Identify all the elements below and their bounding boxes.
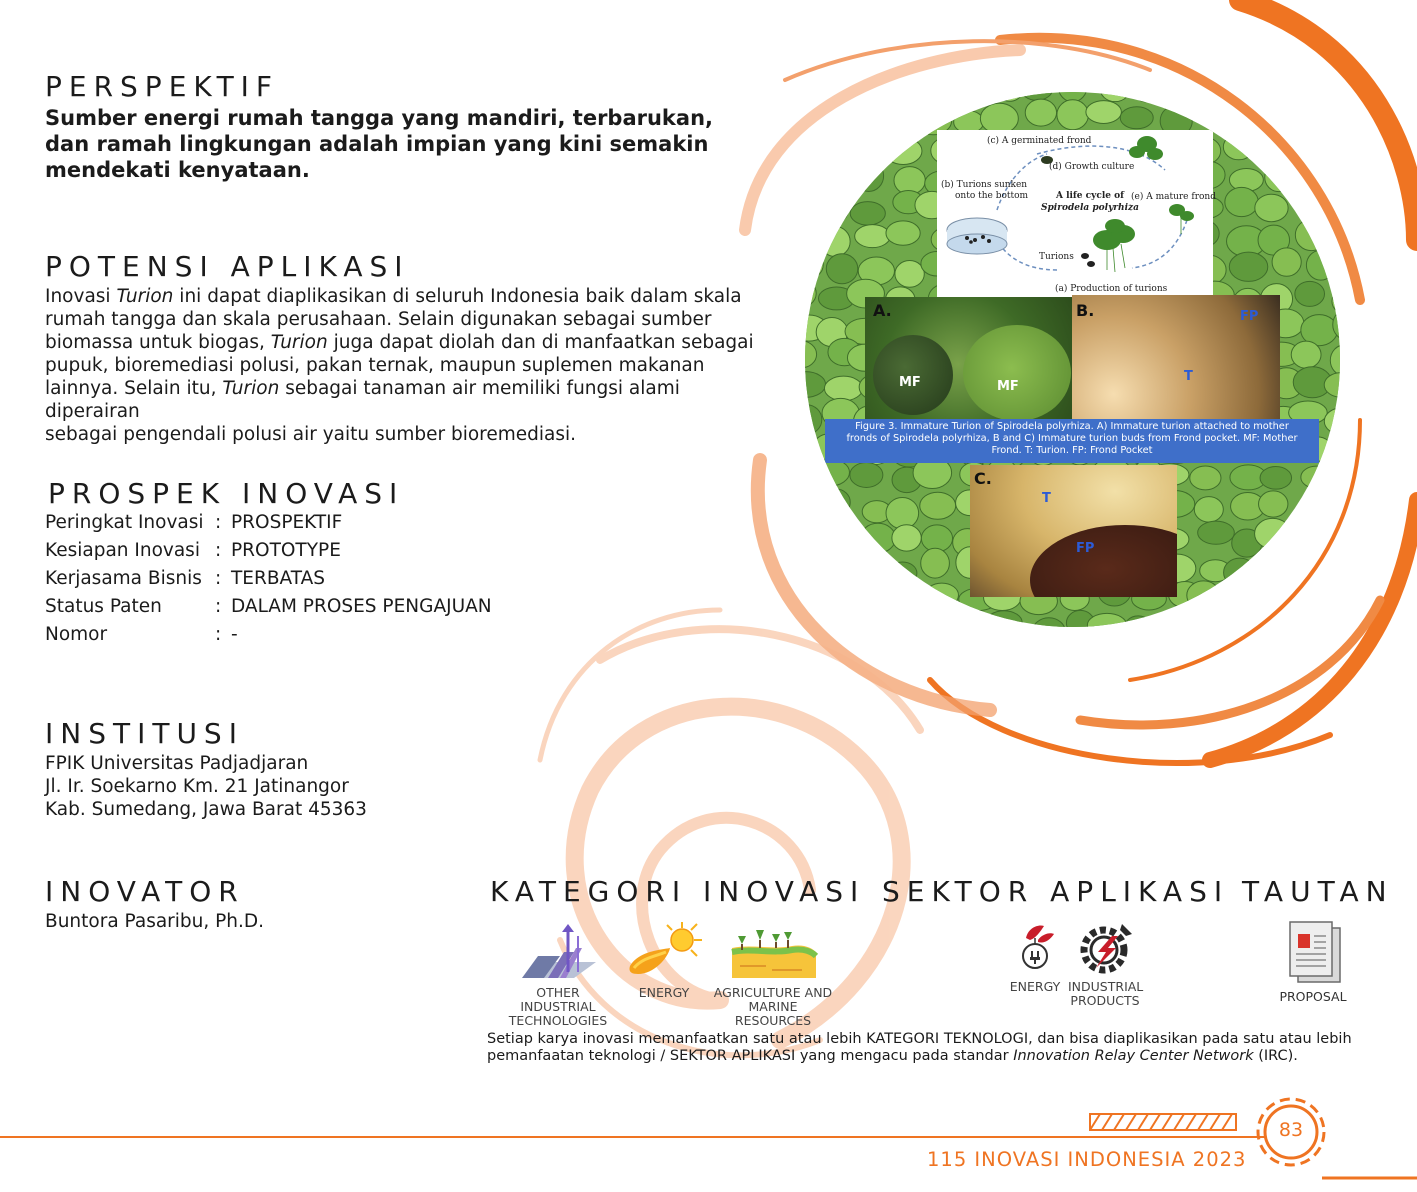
duckweed-frond xyxy=(1296,528,1329,555)
duckweed-frond xyxy=(1329,110,1340,137)
perspektif-line: mendekati kenyataan. xyxy=(45,158,310,182)
duckweed-frond xyxy=(1301,466,1332,488)
duckweed-frond xyxy=(1294,561,1331,583)
duckweed-frond xyxy=(986,611,1022,627)
micrograph-panel-b xyxy=(1072,295,1280,419)
kategori-heading: KATEGORI INOVASI xyxy=(490,875,866,908)
institusi-heading: INSTITUSI xyxy=(45,717,244,750)
text-segment: sebagai tanaman air memiliki fungsi alami diperairan xyxy=(45,378,680,422)
diagram-center-line: Spirodela polyrhiza xyxy=(1041,203,1139,213)
duckweed-frond xyxy=(1332,585,1340,609)
panel-b-fp: FP xyxy=(1240,309,1259,324)
potensi-text xyxy=(45,285,765,446)
duckweed-frond xyxy=(1202,92,1235,99)
text-segment: biomassa untuk biogas, xyxy=(45,332,271,353)
duckweed-frond xyxy=(1301,496,1331,528)
duckweed-frond xyxy=(820,227,850,257)
text-line xyxy=(45,285,765,308)
duckweed-frond xyxy=(1330,345,1340,376)
duckweed-frond xyxy=(822,489,850,515)
kategori-item-energy xyxy=(624,922,704,1000)
italic-term: Innovation Relay Center Network xyxy=(1013,1048,1254,1064)
duckweed-frond xyxy=(1223,134,1254,160)
duckweed-frond xyxy=(1323,134,1340,165)
duckweed-frond xyxy=(1294,131,1325,160)
kategori-caption-line: OTHER INDUSTRIAL xyxy=(520,985,596,1014)
energy-sun-icon xyxy=(624,922,704,982)
diagram-label-c: (c) A germinated frond xyxy=(987,136,1092,146)
duckweed-frond xyxy=(914,92,953,98)
duckweed-frond xyxy=(805,405,822,435)
duckweed-frond xyxy=(1057,100,1089,130)
kategori-caption xyxy=(624,986,704,1000)
prospek-field-sep: : xyxy=(215,512,222,533)
diagram-label-b xyxy=(941,180,1028,202)
text-line xyxy=(45,377,765,423)
prospek-field-label: Status Paten xyxy=(45,596,162,617)
kategori-caption xyxy=(498,986,618,1028)
kategori-caption xyxy=(712,986,834,1028)
prospek-field-sep: : xyxy=(215,568,222,589)
duckweed-frond xyxy=(1021,92,1053,100)
panel-b-t: T xyxy=(1184,369,1193,384)
industrial-technologies-icon xyxy=(498,922,618,982)
prospek-field-sep: : xyxy=(215,540,222,561)
duckweed-frond xyxy=(817,524,852,549)
text-segment: Inovasi xyxy=(45,286,117,307)
perspektif-line: Sumber energi rumah tangga yang mandiri, terbarukan, xyxy=(45,106,714,130)
sektor-caption-line: INDUSTRIAL xyxy=(1068,979,1144,994)
perspektif-line: dan ramah lingkungan adalah impian yang kini semakin xyxy=(45,132,709,156)
italic-term: Turion xyxy=(116,286,174,307)
sektor-caption-line: ENERGY xyxy=(1009,979,1061,994)
prospek-field-row xyxy=(45,509,492,537)
duckweed-frond xyxy=(891,618,919,627)
sektor-item-energy xyxy=(1008,918,1062,994)
duckweed-frond xyxy=(886,92,916,104)
prospek-field-sep: : xyxy=(215,596,222,617)
diagram-label-e: (e) A mature frond xyxy=(1131,192,1216,202)
micrograph-panel-c xyxy=(970,465,1177,597)
duckweed-frond xyxy=(850,462,883,487)
industrial-gear-icon xyxy=(1068,918,1142,978)
inovator-heading: INOVATOR xyxy=(45,875,245,908)
duckweed-frond xyxy=(892,525,921,551)
duckweed-frond xyxy=(849,550,885,574)
inovator-name: Buntora Pasaribu, Ph.D. xyxy=(45,911,265,932)
duckweed-frond xyxy=(1155,616,1185,627)
potensi-heading: POTENSI APLIKASI xyxy=(45,250,410,283)
diagram-label-b-line: onto the bottom xyxy=(955,191,1029,201)
prospek-field-row xyxy=(45,621,492,649)
kategori-caption-line: ENERGY xyxy=(638,985,690,1000)
prospek-field-value: PROSPEKTIF xyxy=(231,512,343,533)
figure-caption-line: fronds of Spirodela polyrhiza, B and C) Immature turion buds from Frond pocket. MF: Mother xyxy=(846,433,1298,444)
sektor-caption-line: PRODUCTS xyxy=(1070,993,1140,1008)
duckweed-frond xyxy=(805,580,818,608)
duckweed-frond xyxy=(1225,187,1258,216)
text-segment: juga dapat diolah dan di manfaatkan sebagai xyxy=(327,332,754,353)
text-line xyxy=(45,308,765,331)
panel-b-letter: B. xyxy=(1076,301,1095,320)
diagram-label-d: (d) Growth culture xyxy=(1049,162,1135,172)
duckweed-frond xyxy=(1291,341,1321,368)
turion-bud xyxy=(1030,525,1177,597)
duckweed-frond xyxy=(1259,491,1288,517)
footer-decoration xyxy=(0,1090,1417,1192)
duckweed-frond xyxy=(895,261,924,288)
text-segment: rumah tangga dan skala perusahaan. Selain digunakan sebagai sumber xyxy=(45,309,712,330)
duckweed-frond xyxy=(1086,101,1121,124)
duckweed-frond xyxy=(1290,161,1323,190)
duckweed-frond xyxy=(824,592,858,615)
duckweed-frond xyxy=(805,278,816,308)
text-line xyxy=(45,423,765,446)
institusi-line: Kab. Sumedang, Jawa Barat 45363 xyxy=(45,799,367,820)
sektor-caption xyxy=(1008,980,1062,994)
duckweed-frond xyxy=(1254,140,1292,162)
italic-term: Turion xyxy=(222,378,280,399)
tautan-caption[interactable]: PROPOSAL xyxy=(1279,989,1347,1004)
duckweed-frond xyxy=(1123,616,1154,627)
life-cycle-diagram xyxy=(937,130,1216,298)
diagram-label-a: (a) Production of turions xyxy=(1055,284,1168,294)
duckweed-frond xyxy=(1198,521,1235,544)
duckweed-frond xyxy=(1197,614,1235,627)
duckweed-frond xyxy=(1230,619,1259,627)
duckweed-frond xyxy=(805,526,818,552)
duckweed-frond xyxy=(926,619,960,627)
duckweed-frond xyxy=(824,376,862,401)
duckweed-frond xyxy=(851,614,884,627)
duckweed-frond xyxy=(1120,107,1153,129)
prospek-field-row xyxy=(45,565,492,593)
figure-caption-line: Frond. T: Turion. FP: Frond Pocket xyxy=(991,445,1153,456)
duckweed-frond xyxy=(1333,611,1340,627)
duckweed-frond xyxy=(820,195,849,223)
duckweed-frond xyxy=(805,250,823,279)
text-line xyxy=(45,331,765,354)
duckweed-frond xyxy=(1223,100,1253,125)
prospek-field-value: TERBATAS xyxy=(231,568,326,589)
frond-right xyxy=(963,325,1071,421)
text-segment: pupuk, bioremediasi polusi, pakan ternak, maupun suplemen makanan xyxy=(45,355,705,376)
duckweed-frond xyxy=(1187,581,1220,610)
duckweed-frond xyxy=(1272,248,1301,276)
text-segment: pemanfaatan teknologi / SEKTOR APLIKASI yang mengacu pada standar xyxy=(487,1048,1014,1064)
prospek-field-row xyxy=(45,537,492,565)
institusi-address xyxy=(45,752,367,821)
duckweed-frond xyxy=(1255,518,1291,548)
duckweed-frond xyxy=(855,225,891,248)
footer-title: 115 INOVASI INDONESIA 2023 xyxy=(927,1148,1247,1171)
duckweed-frond xyxy=(880,109,919,134)
figure-caption xyxy=(825,419,1319,463)
text-segment: lainnya. Selain itu, xyxy=(45,378,223,399)
duckweed-frond xyxy=(805,498,818,523)
duckweed-frond xyxy=(1267,616,1300,627)
duckweed-frond xyxy=(1299,611,1332,627)
duckweed-frond xyxy=(805,372,826,398)
prospek-field-row xyxy=(45,593,492,621)
duckweed-frond xyxy=(1224,558,1256,587)
prospek-heading: PROSPEK INOVASI xyxy=(48,477,405,510)
kategori-caption-line: MARINE RESOURCES xyxy=(734,999,812,1028)
kategori-caption-line: TECHNOLOGIES xyxy=(508,1013,608,1028)
duckweed-frond xyxy=(995,92,1025,101)
kategori-item-industrial xyxy=(498,922,618,1028)
prospek-field-label: Kerjasama Bisnis xyxy=(45,568,202,589)
tautan-heading: TAUTAN xyxy=(1242,875,1394,908)
duckweed-frond xyxy=(886,497,919,528)
prospek-field-label: Peringkat Inovasi xyxy=(45,512,204,533)
duckweed-frond xyxy=(888,562,917,584)
duckweed-frond xyxy=(805,553,814,576)
duckweed-frond xyxy=(1265,163,1293,191)
duckweed-frond xyxy=(1255,194,1288,221)
perspektif-text xyxy=(45,105,785,183)
life-cycle-arrows xyxy=(937,130,1213,298)
perspektif-heading: PERSPEKTIF xyxy=(45,70,280,103)
duckweed-frond xyxy=(805,92,818,101)
duckweed-frond xyxy=(1306,250,1335,280)
diagram-label-b-line: (b) Turions sunken xyxy=(941,180,1028,190)
text-segment: ini dapat diaplikasikan di seluruh Indonesia baik dalam skala xyxy=(173,286,742,307)
prospek-field-value: PROTOTYPE xyxy=(231,540,341,561)
duckweed-frond xyxy=(1267,92,1298,98)
italic-term: Turion xyxy=(270,332,328,353)
duckweed-frond xyxy=(816,555,850,580)
duckweed-frond xyxy=(1304,580,1333,611)
kategori-caption-line: AGRICULTURE AND xyxy=(713,985,833,1000)
category-note xyxy=(487,1031,1387,1065)
sektor-heading: SEKTOR APLIKASI xyxy=(882,875,1230,908)
duckweed-frond xyxy=(1299,192,1335,222)
sektor-caption xyxy=(1068,980,1142,1008)
duckweed-frond xyxy=(1234,92,1267,100)
duckweed-frond xyxy=(1325,529,1340,559)
duckweed-frond xyxy=(1323,221,1340,251)
institusi-line: Jl. Ir. Soekarno Km. 21 Jatinangor xyxy=(45,776,349,797)
duckweed-frond xyxy=(1335,261,1340,285)
duckweed-frond xyxy=(1223,586,1261,617)
prospek-fields xyxy=(45,509,492,649)
duckweed-frond xyxy=(805,341,817,368)
duckweed-frond xyxy=(812,103,847,129)
text-segment: sebagai pengendali polusi air yaitu sumber bioremediasi. xyxy=(45,424,577,445)
agriculture-icon xyxy=(712,922,834,982)
prospek-field-value: - xyxy=(231,624,238,645)
panel-c-letter: C. xyxy=(974,469,992,488)
turion-figure xyxy=(805,92,1340,627)
duckweed-frond xyxy=(826,254,858,284)
prospek-field-label: Nomor xyxy=(45,624,108,645)
duckweed-frond xyxy=(921,525,952,552)
duckweed-frond xyxy=(854,160,884,191)
duckweed-frond xyxy=(805,132,826,161)
prospek-field-sep: : xyxy=(215,624,222,645)
panel-a-letter: A. xyxy=(873,301,892,320)
duckweed-frond xyxy=(1032,618,1065,627)
tautan-item-proposal[interactable] xyxy=(1276,918,1350,1004)
kategori-item-agriculture xyxy=(712,922,834,1028)
duckweed-frond xyxy=(1229,252,1267,281)
diagram-label-turions: Turions xyxy=(1039,252,1074,262)
sektor-item-industrial xyxy=(1068,918,1142,1008)
text-line xyxy=(487,1048,1387,1065)
text-line xyxy=(45,354,765,377)
duckweed-frond xyxy=(880,587,915,610)
diagram-center-line: A life cycle of xyxy=(1055,191,1124,201)
duckweed-frond xyxy=(886,221,920,245)
page-number: 83 xyxy=(1278,1119,1304,1141)
energy-plug-icon xyxy=(1008,918,1062,978)
duckweed-frond xyxy=(885,137,922,164)
duckweed-frond xyxy=(1264,104,1297,131)
duckweed-frond xyxy=(1087,613,1126,627)
duckweed-frond xyxy=(1332,467,1340,493)
diagram-center-title xyxy=(1041,190,1139,214)
duckweed-frond xyxy=(957,92,987,107)
prospek-field-value: DALAM PROSES PENGAJUAN xyxy=(231,596,492,617)
duckweed-frond xyxy=(1190,466,1221,490)
panel-c-fp: FP xyxy=(1076,541,1095,556)
duckweed-frond xyxy=(1295,219,1327,250)
duckweed-frond xyxy=(920,492,956,519)
duckweed-frond xyxy=(921,548,950,578)
text-segment: Setiap karya inovasi memanfaatkan satu atau lebih KATEGORI TEKNOLOGI, dan bisa diaplikasikan pada satu atau lebih xyxy=(487,1031,1352,1047)
prospek-field-label: Kesiapan Inovasi xyxy=(45,540,200,561)
panel-a-mf-right: MF xyxy=(997,379,1019,394)
duckweed-frond xyxy=(1332,287,1340,316)
micrograph-panel-a xyxy=(865,297,1072,419)
duckweed-frond xyxy=(1299,102,1328,133)
duckweed-frond xyxy=(1259,588,1298,611)
duckweed-frond xyxy=(1025,99,1056,126)
duckweed-frond xyxy=(925,583,958,607)
panel-a-mf-left: MF xyxy=(899,375,921,390)
duckweed-frond xyxy=(1132,92,1162,102)
duckweed-frond xyxy=(1295,281,1325,306)
duckweed-frond xyxy=(850,92,886,103)
duckweed-frond xyxy=(850,129,890,157)
figure-caption-line: Figure 3. Immature Turion of Spirodela polyrhiza. A) Immature turion attached to mother xyxy=(855,421,1289,432)
duckweed-frond xyxy=(850,202,885,225)
institusi-line: FPIK Universitas Padjadjaran xyxy=(45,753,309,774)
duckweed-frond xyxy=(814,165,849,197)
text-line xyxy=(487,1031,1387,1048)
proposal-document-icon[interactable] xyxy=(1276,918,1350,992)
duckweed-frond xyxy=(860,523,895,553)
duckweed-frond xyxy=(1260,467,1292,490)
duckweed-frond xyxy=(1194,497,1223,522)
text-segment: (IRC). xyxy=(1253,1048,1298,1064)
panel-c-t: T xyxy=(1042,491,1051,506)
